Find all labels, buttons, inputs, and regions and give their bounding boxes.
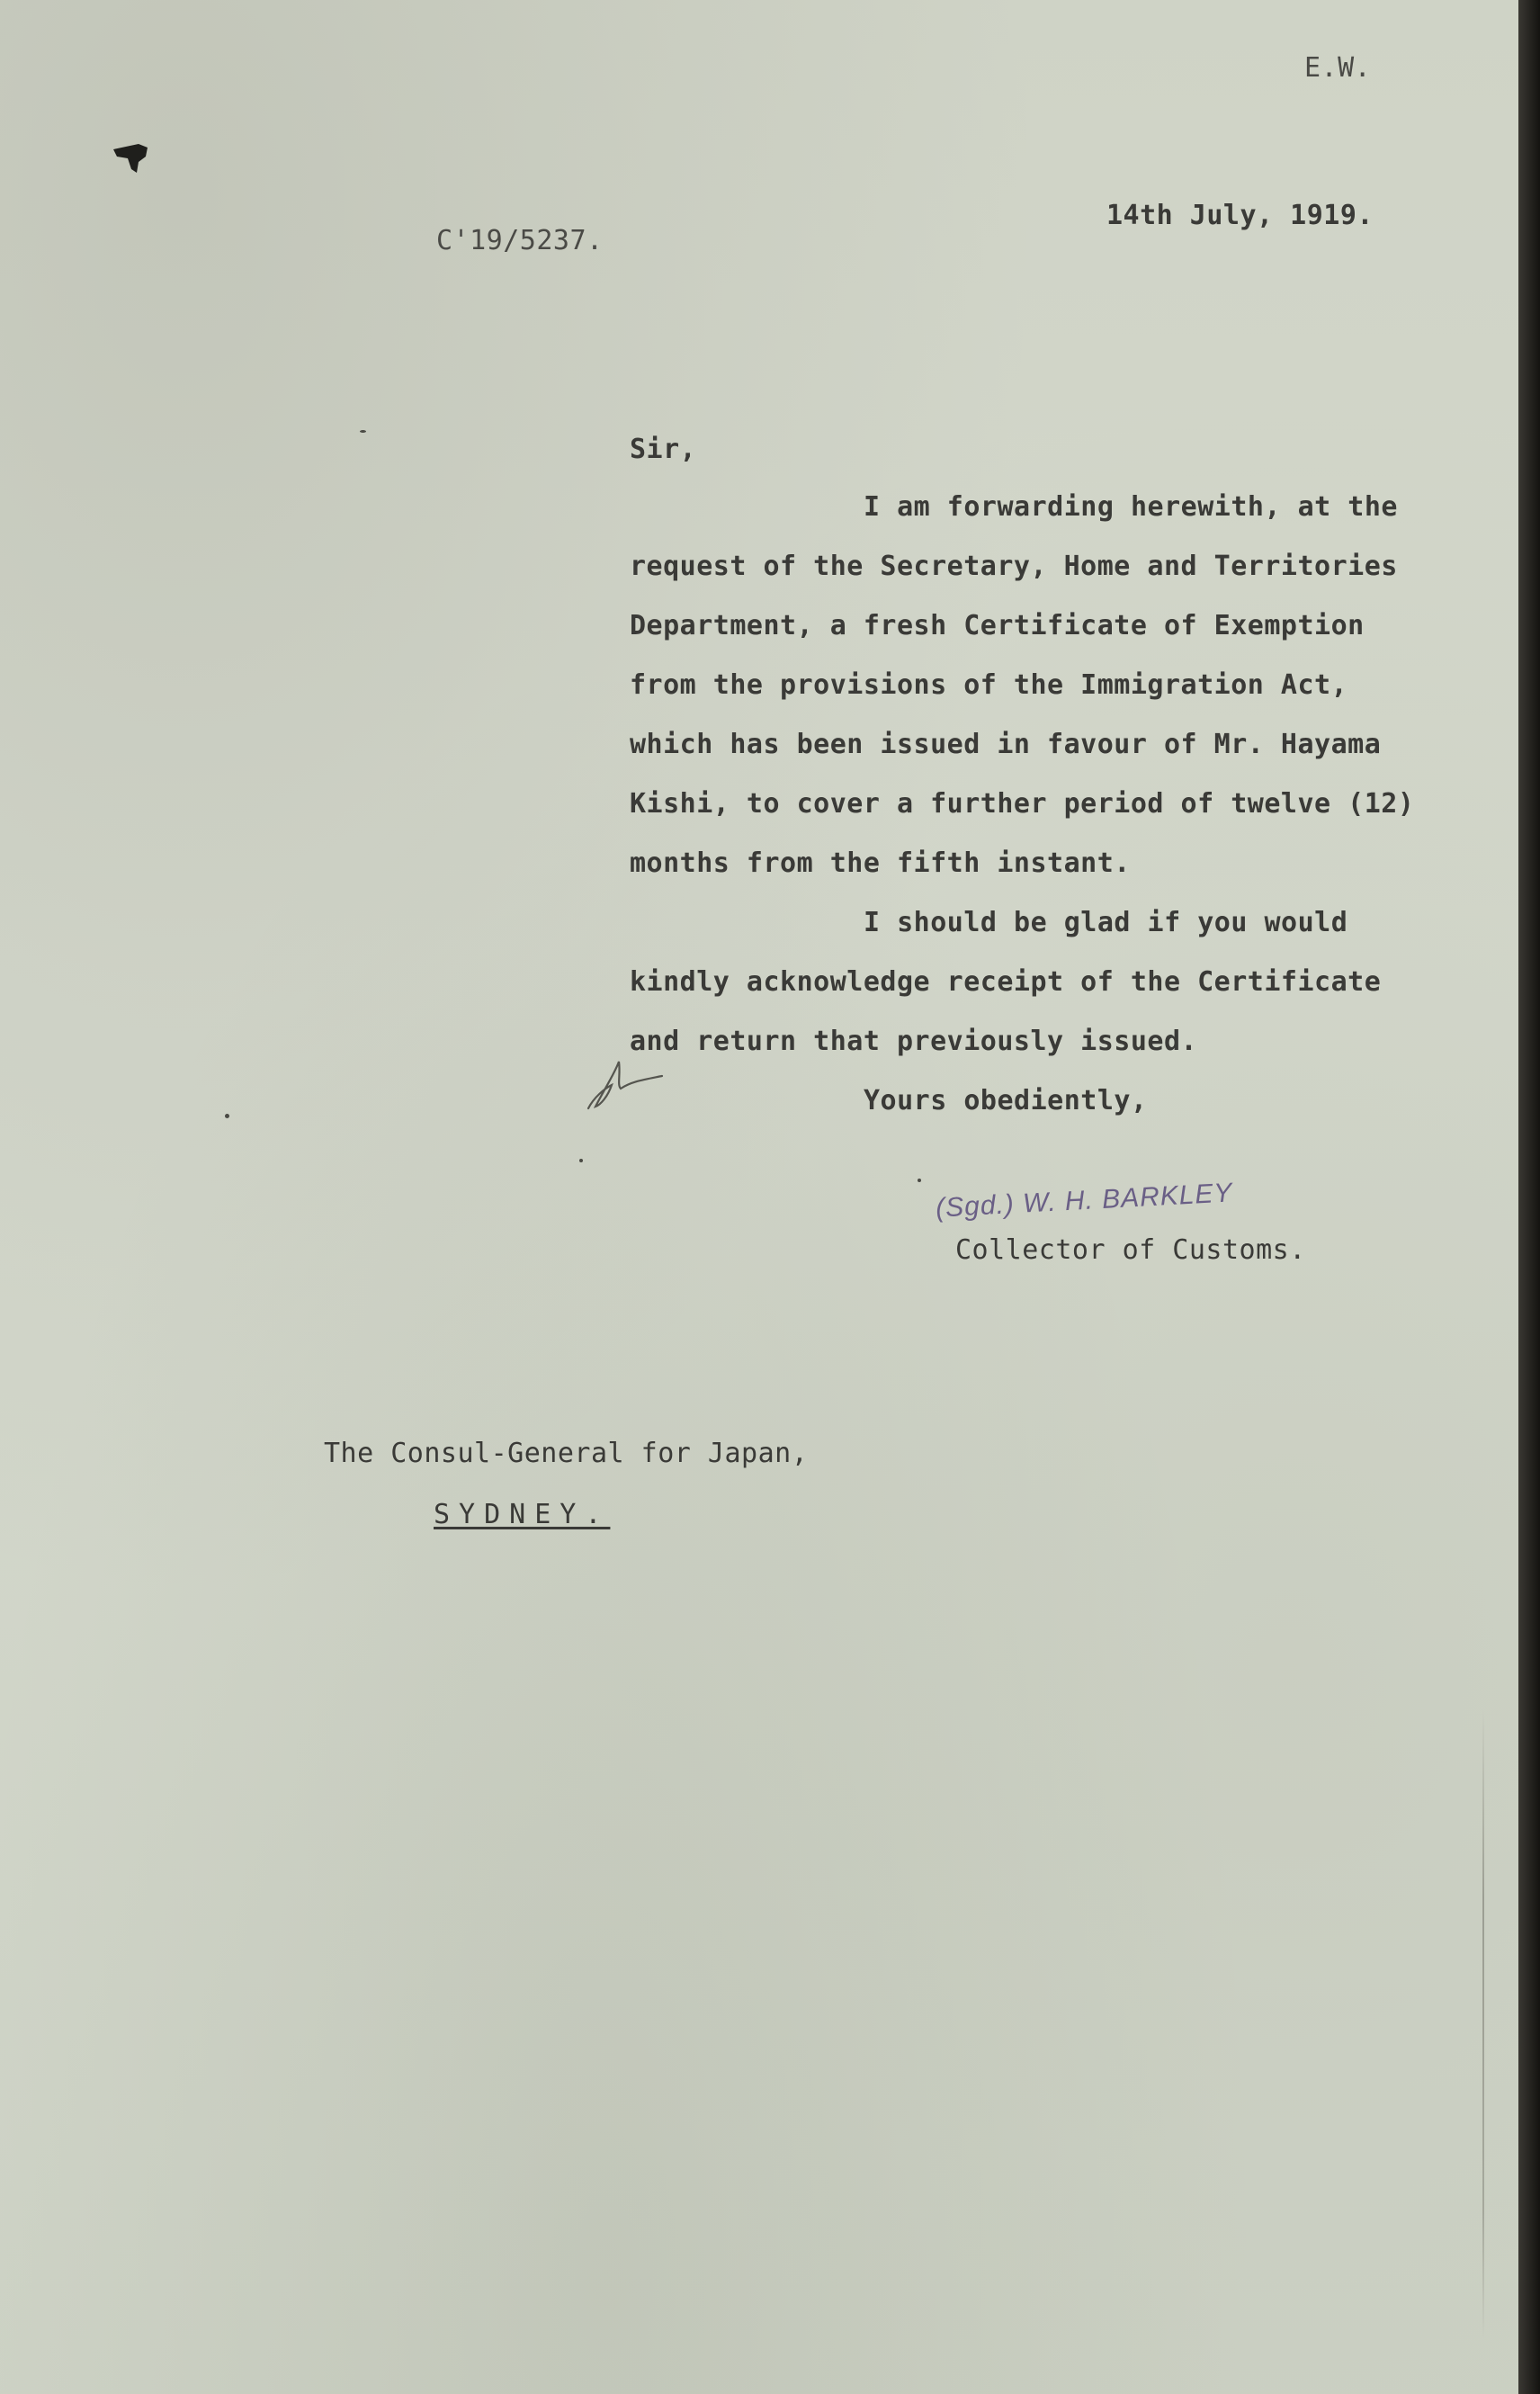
closing: Yours obediently,: [864, 1085, 1148, 1116]
clerk-initials: E.W.: [1304, 52, 1372, 84]
addressee-city: SYDNEY.: [434, 1499, 611, 1530]
paper-speck: [579, 1159, 583, 1162]
body-line: months from the fifth instant.: [630, 847, 1131, 879]
body-line: which has been issued in favour of Mr. Hayama: [630, 729, 1382, 760]
body-line: request of the Secretary, Home and Territories: [630, 551, 1398, 582]
file-reference: C'19/5237.: [436, 225, 604, 256]
letter-date: 14th July, 1919.: [1106, 200, 1374, 231]
paper-speck: [360, 430, 366, 433]
handwritten-tick-mark: [585, 1053, 666, 1116]
scan-edge: [1518, 0, 1540, 2394]
body-line: I should be glad if you would: [864, 907, 1348, 938]
body-line: from the provisions of the Immigration Act,: [630, 669, 1348, 701]
body-line: Department, a fresh Certificate of Exemption: [630, 610, 1365, 641]
ink-blot-mark: [112, 142, 151, 178]
signatory-title: Collector of Customs.: [955, 1234, 1306, 1266]
paper-speck: [918, 1179, 921, 1182]
addressee-name: The Consul-General for Japan,: [324, 1438, 809, 1469]
body-line: and return that previously issued.: [630, 1026, 1198, 1057]
signature-stamp: (Sgd.) W. H. BARKLEY: [935, 1178, 1234, 1224]
paper-speck: [225, 1114, 229, 1118]
paper-fold: [1482, 1709, 1484, 2339]
body-line: I am forwarding herewith, at the: [864, 491, 1398, 523]
salutation: Sir,: [630, 434, 697, 465]
body-line: kindly acknowledge receipt of the Certificate: [630, 966, 1382, 998]
body-line: Kishi, to cover a further period of twelve (12): [630, 788, 1415, 820]
